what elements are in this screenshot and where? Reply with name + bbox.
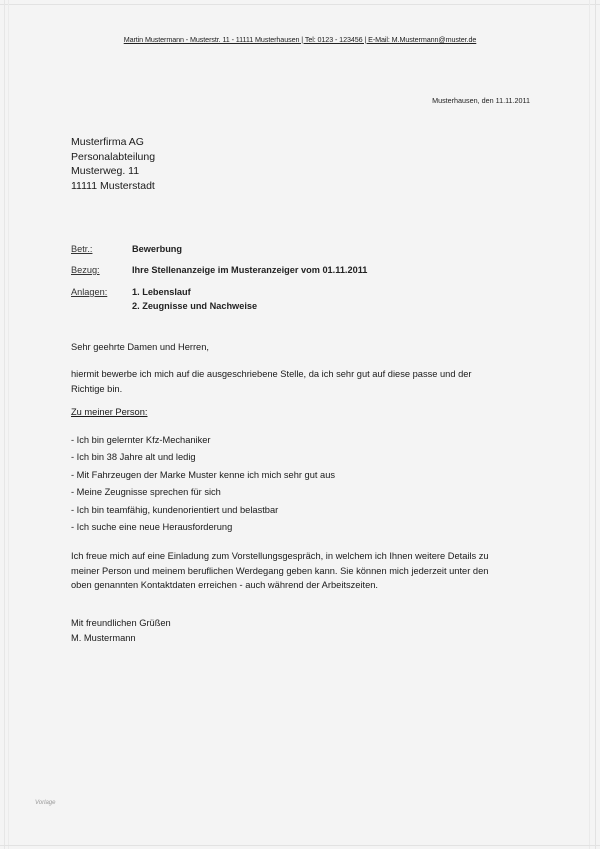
closing-line: Ich freue mich auf eine Einladung zum Vorstellungsgespräch, in welchem ich Ihnen weitere Details zu	[71, 551, 489, 561]
intro-line: Richtige bin.	[71, 383, 123, 394]
page-border-right-inner	[589, 0, 590, 849]
list-item: - Ich bin 38 Jahre alt und ledig	[71, 452, 196, 463]
recipient-city: 11111 Musterstadt	[71, 179, 155, 192]
sign-off	[71, 616, 541, 645]
closing-line: oben genannten Kontaktdaten erreichen - auch während der Arbeitszeiten.	[71, 580, 379, 590]
page-border-left	[4, 0, 5, 849]
list-item: - Ich bin teamfähig, kundenorientiert und belastbar	[71, 504, 279, 515]
attachments-list	[132, 286, 257, 313]
recipient-department: Personalabteilung	[71, 150, 156, 163]
place-and-date: Musterhausen, den 11.11.2011	[432, 96, 530, 105]
recipient-address	[71, 135, 155, 193]
list-item: - Ich bin gelernter Kfz-Mechaniker	[71, 435, 211, 445]
list-item: - Meine Zeugnisse sprechen für sich	[71, 487, 221, 498]
page-border-left-inner	[8, 0, 9, 849]
page-border-bottom	[0, 845, 600, 846]
closing-paragraph	[71, 549, 541, 593]
salutation: Sehr geehrte Damen und Herren,	[71, 342, 209, 352]
footer-watermark: Vorlage	[35, 800, 56, 806]
list-item: - Ich suche eine neue Herausforderung	[71, 522, 233, 533]
signature-name: M. Mustermann	[71, 632, 136, 643]
subject-label: Betr.:	[71, 244, 93, 254]
reference-value: Ihre Stellenanzeige im Musteranzeiger vom 01.11.2011	[132, 265, 368, 275]
sender-address-line: Martin Mustermann - Musterstr. 11 - 11111 Musterhausen | Tel: 0123 - 123456 | E-Mail: M.Mustermann@muster.de	[123, 35, 477, 44]
qualification-list	[71, 432, 335, 536]
subject-value: Bewerbung	[132, 244, 183, 254]
reference-label: Bezug:	[71, 265, 100, 275]
page-border-right	[595, 0, 596, 849]
attachment-item: 2. Zeugnisse und Nachweise	[132, 300, 258, 311]
regards: Mit freundlichen Grüßen	[71, 618, 171, 628]
intro-paragraph	[71, 367, 541, 396]
page-border-top	[0, 4, 600, 5]
attachments-label: Anlagen:	[71, 287, 108, 297]
list-item: - Mit Fahrzeugen der Marke Muster kenne ich mich sehr gut aus	[71, 469, 336, 480]
recipient-street: Musterweg. 11	[71, 165, 140, 177]
closing-line: meiner Person und meinem beruflichen Werdegang geben kann. Sie können mich jederzeit unter den	[71, 565, 489, 576]
section-heading-person: Zu meiner Person:	[71, 407, 148, 417]
attachment-item: 1. Lebenslauf	[132, 287, 191, 297]
intro-line: hiermit bewerbe ich mich auf die ausgeschriebene Stelle, da ich sehr gut auf diese passe und der	[71, 369, 472, 379]
recipient-company: Musterfirma AG	[71, 136, 144, 148]
